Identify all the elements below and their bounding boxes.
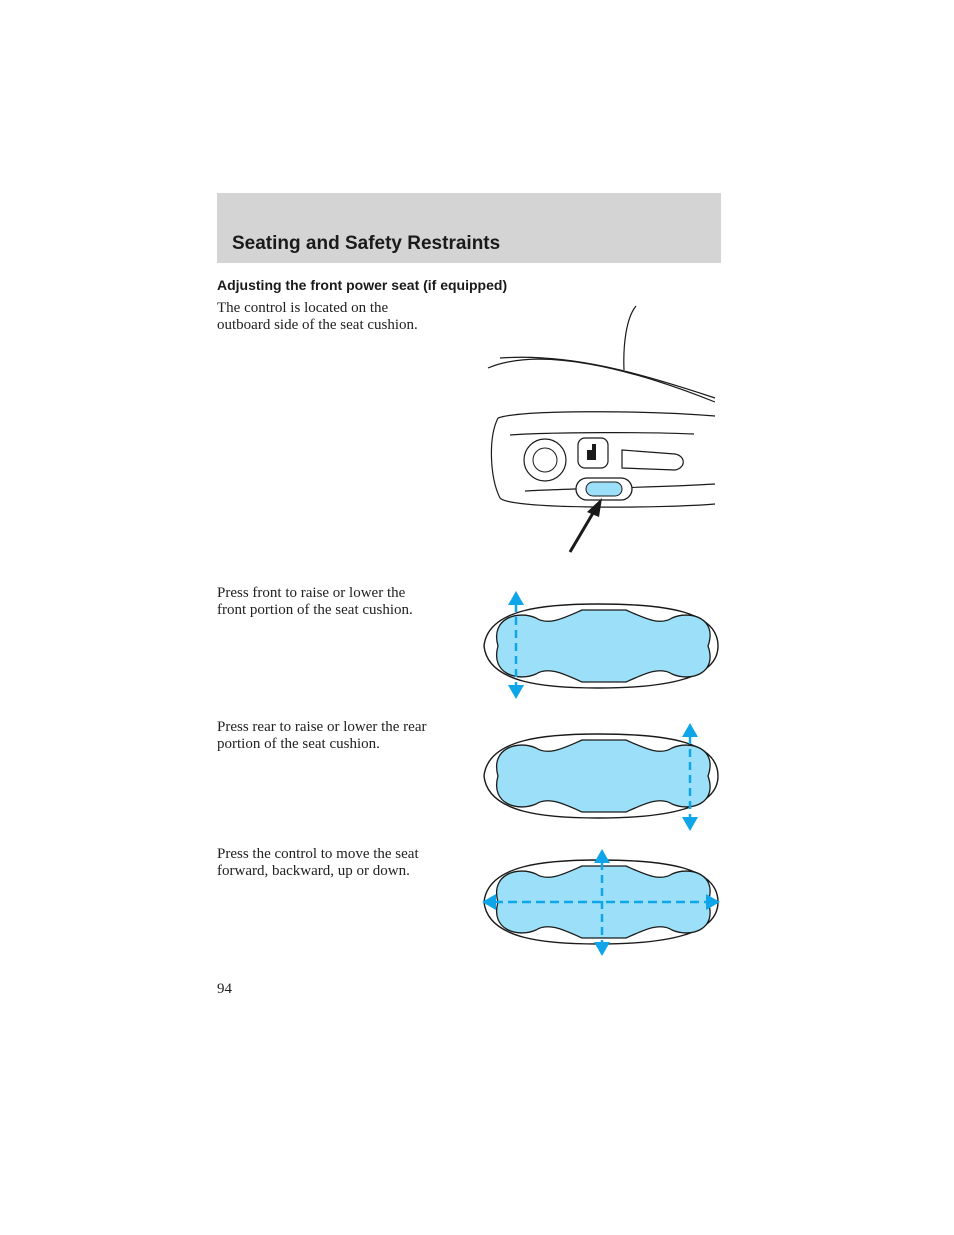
knob-icon xyxy=(524,439,566,481)
paragraph-rear-adjust xyxy=(217,719,472,753)
seat-control-switch xyxy=(484,604,718,688)
lever-icon xyxy=(622,450,683,470)
front-adjust-illustration xyxy=(478,588,724,702)
rear-adjust-illustration xyxy=(478,722,724,834)
paragraph-control-location xyxy=(217,300,472,334)
paragraph-line: front portion of the seat cushion. xyxy=(217,602,413,618)
paragraph-line: The control is located on the xyxy=(217,300,389,316)
paragraph-front-adjust xyxy=(217,585,472,619)
paragraph-four-way-adjust xyxy=(217,846,472,880)
paragraph-line: outboard side of the seat cushion. xyxy=(217,317,418,333)
page-number: 94 xyxy=(217,981,232,997)
seat-heat-button-icon xyxy=(578,438,608,468)
paragraph-line: Press the control to move the seat xyxy=(217,846,419,862)
seat-control-location-illustration xyxy=(470,298,730,560)
power-seat-control[interactable] xyxy=(576,478,632,500)
paragraph-line: forward, backward, up or down. xyxy=(217,863,410,879)
section-header-band xyxy=(217,193,721,263)
paragraph-line: Press front to raise or lower the xyxy=(217,585,406,601)
seat-outline xyxy=(488,306,715,507)
section-title: Seating and Safety Restraints xyxy=(232,233,501,254)
four-way-adjust-illustration xyxy=(478,846,724,958)
subheading: Adjusting the front power seat (if equipped) xyxy=(217,277,508,293)
paragraph-line: portion of the seat cushion. xyxy=(217,736,380,752)
paragraph-line: Press rear to raise or lower the rear xyxy=(217,719,427,735)
seat-control-switch xyxy=(484,734,718,818)
